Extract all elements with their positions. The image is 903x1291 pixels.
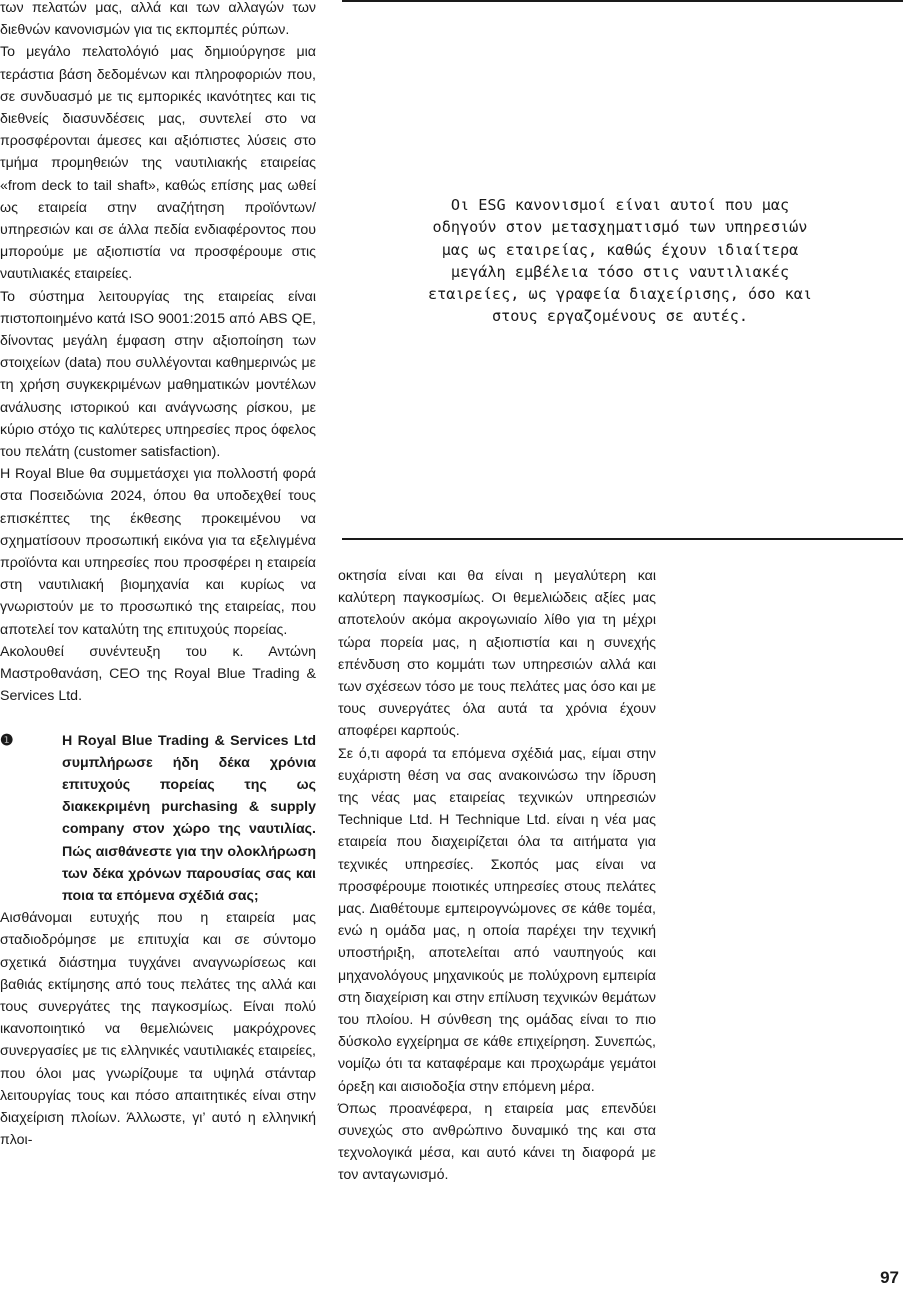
paragraph: των πελατών μας, αλλά και των αλλαγών των διεθνών κανονισμών για τις εκπομπές ρύπων. xyxy=(0,0,316,39)
paragraph: Η Royal Blue θα συμμετάσχει για πολλοστή φορά στα Ποσειδώνια 2024, όπου θα υποδεχθεί τους επισκέπτες της έκθεσης προκειμένου να σχηματίσουν προσωπική εικόνα για τα εξελιγμένα προϊόντα και υπηρεσίες που προσφέρει η εταιρεία στη ναυτιλιακή βιομηχανία και κυρίως να γνωριστούν με το προσωπικό της εταιρείας, που αποτελεί τον καταλύτη της επιτυχούς πορείας. xyxy=(0,466,316,638)
paragraph: οκτησία είναι και θα είναι η μεγαλύτερη και καλύτερη παγκοσμίως. Οι θεμελιώδεις αξίες μας αποτελούν ακόμα ακρογωνιαίο λίθο για τη μέχρι τώρα πορεία μας, η αξιοπιστία και η συνεχής επένδυση στο κομμάτι των υπηρεσιών αλλά και των σχέσεων τόσο με τους πελάτες μας όσο και με τους συνεργάτες όλα αυτά τα χρόνια έχουν αποφέρει καρπούς. xyxy=(338,568,656,740)
paragraph: Το σύστημα λειτουργίας της εταιρείας είναι πιστοποιημένο κατά ISO 9001:2015 από ABS QE, δίνοντας μεγάλη έμφαση στην αξιοποίηση των στοιχείων (data) που συλλέγονται καθημερινώς με τη χρήση συγκεκριμένων μαθηματικών μοντέλων ανάλυσης ιστορικού και ανάγνωσης ρίσκου, με κύριο στόχο τις καλύτερες υπηρεσίες προς όφελος του πελάτη (customer satisfaction). xyxy=(0,288,316,461)
question-number-icon: ❶ xyxy=(0,731,14,749)
interview-question xyxy=(0,730,316,908)
quote-divider xyxy=(342,538,903,540)
answer-paragraph: Αισθάνομαι ευτυχής που η εταιρεία μας σταδιοδρόμησε με επιτυχία και σε σύντομο σχετικά διάστημα τυγχάνει αναγνωρίσεως και βαθιάς εκτίμησης από τους πελάτες της αλλά και τους συνεργάτες της παγκοσμίως. Είναι πολύ ικανοποιητικό να θεμελιώνεις μακρόχρονες συνεργασίες με τις ελληνικές ναυτιλιακές εταιρείες, που όλοι μας γνωρίζουμε τα υψηλά στάνταρ λειτουργίας τους και πόσο απαιτητικές είναι στην διαχείριση πλοίων. Άλλωστε, γι’ αυτό η ελληνική πλοι- xyxy=(0,910,316,1149)
paragraph: Ακολουθεί συνέντευξη του κ. Αντώνη Μαστροθανάση, CEO της Royal Blue Trading & Services Ltd. xyxy=(0,643,316,705)
question-text: Η Royal Blue Trading & Services Ltd συμπλήρωσε ήδη δέκα χρόνια επιτυχούς πορείας της ως διακεκριμένη purchasing & supply company στον χώρο της ναυτιλίας. Πώς αισθάνεστε για την ολοκλήρωση των δέκα χρόνων παρουσίας σας και ποια τα επόμενα σχέδιά σας; xyxy=(62,732,316,904)
middle-column xyxy=(338,565,656,1187)
top-divider xyxy=(342,0,903,2)
paragraph: Όπως προανέφερα, η εταιρεία μας επενδύει συνεχώς στο ανθρώπινο δυναμικό της και στα τεχνολογικά μέσα, και αυτό κάνει τη διαφορά με τον ανταγωνισμό. xyxy=(338,1100,656,1184)
paragraph: Σε ό,τι αφορά τα επόμενα σχέδιά μας, είμαι στην ευχάριστη θέση να σας ανακοινώσω την ίδρυση της νέας μας εταιρείας τεχνικών υπηρεσιών Technique Ltd. Η Technique Ltd. είναι η νέα μας εταιρεία που διαχειρίζεται όλα τα αιτήματα για τεχνικές υπηρεσίες. Σκοπός μας είναι να προσφέρουμε ποιοτικές υπηρεσίες στους πελάτες μας. Διαθέτουμε εμπειρογνώμονες σε κάθε τομέα, ενώ η ομάδα μας, η οποία παρέχει την τεχνική υποστήριξη, αποτελείται από ναυπηγούς και μηχανολόγους μηχανικούς με πολύχρονη εμπειρία στη διαχείριση και στην επίλυση τεχνικών θεμάτων του πλοίου. Η σύνθεση της ομάδας είναι το πιο δύσκολο εγχείρημα σε κάθε επιχείρηση. Συνεπώς, νομίζω ότι τα καταφέραμε και προχωράμε γεμάτοι όρεξη και αισιοδοξία στην επόμενη μέρα. xyxy=(338,745,656,1095)
pull-quote: Οι ESG κανονισμοί είναι αυτοί που μας οδηγούν στον μετασχηματισμό των υπηρεσιών μας ως εταιρείας, καθώς έχουν ιδιαίτερα μεγάλη εμβέλεια τόσο στις ναυτιλιακές εταιρείες, ως γραφεία διαχείρισης, όσο και στους εργαζομένους σε αυτές. xyxy=(427,196,813,326)
paragraph: Το μεγάλο πελατολόγιό μας δημιούργησε μια τεράστια βάση δεδομένων και πληροφοριών που, σε συνδυασμό με τις εμπορικές ικανότητες και τις διεθνείς διασυνδέσεις μας, συντελεί στο να προσφέρονται άμεσες και αξιόπιστες λύσεις στο τμήμα προμηθειών της ναυτιλιακής εταιρείας «from deck to tail shaft», καθώς επίσης μας ωθεί ως εταιρεία στην αναζήτηση προϊόντων/ υπηρεσιών και σε άλλα πεδία ενδιαφέροντος που μπορούμε με αξιοπιστία να προσφέρουμε στις ναυτιλιακές εταιρείες. xyxy=(0,44,316,283)
page-number: 97 xyxy=(880,1268,899,1287)
left-column xyxy=(0,0,316,1151)
